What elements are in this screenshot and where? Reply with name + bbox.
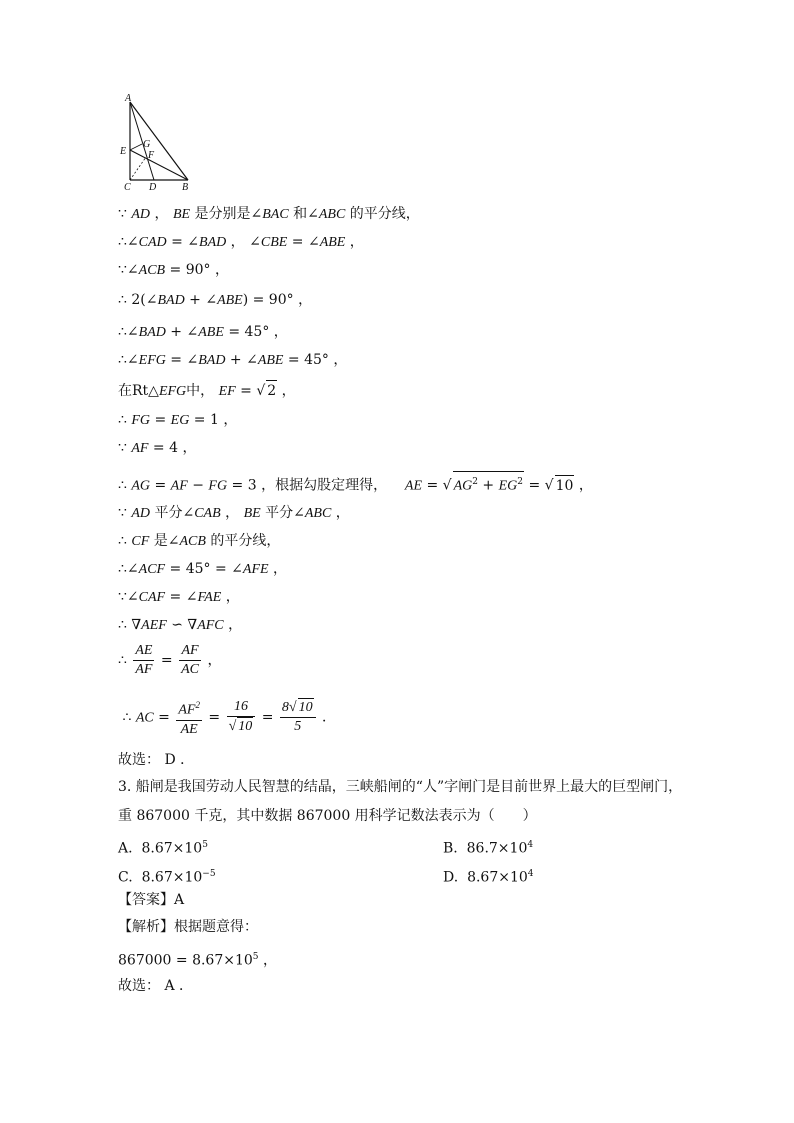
proof-line: ∴ CF 是∠ACB 的平分线，: [118, 533, 281, 549]
question-stem: 3. 船闸是我国劳动人民智慧的结晶，三峡船闸的“人”字闸门是目前世界上最大的巨型闸门，: [118, 779, 683, 795]
proof-line: ∴ FG = EG = 1 ，: [118, 412, 238, 428]
point-label: E: [120, 146, 127, 157]
proof-line: 故选： D ．: [118, 752, 195, 768]
point-label: F: [148, 150, 155, 161]
proof-line: ∵ AD ， BE 是分别是∠BAC 和∠ABC 的平分线，: [118, 206, 420, 222]
point-label: B: [182, 182, 189, 193]
final-choice: 故选： A ．: [118, 978, 194, 994]
proof-line: ∵∠CAF = ∠FAE ，: [118, 589, 240, 605]
point-label: D: [149, 182, 157, 193]
proof-line: ∵ AF = 4 ，: [118, 440, 197, 456]
proof-line: ∴ ∇AEF ∽ ∇AFC ，: [118, 617, 243, 633]
analysis-label: 【解析】根据题意得：: [118, 919, 258, 935]
option-c: C. $8.67\times 10^{-5}$: [118, 869, 216, 886]
proof-line: ∴ $\frac{AE}{AF}$ = $\frac{AF}{AC}$ ，: [118, 643, 222, 677]
proof-line: ∴∠EFG = ∠BAD + ∠ABE = 45° ，: [118, 352, 348, 368]
proof-line: ∴ 2(∠BAD + ∠ABE) = 90° ，: [118, 292, 313, 308]
question-stem: 重 867000 千克，其中数据 867000 用科学记数法表示为（ ）: [118, 808, 537, 824]
triangle-figure: [112, 92, 202, 196]
proof-line: ∴∠BAD + ∠ABE = 45° ，: [118, 324, 288, 340]
point-label: A: [125, 93, 132, 104]
proof-line: ∴∠CAD = ∠BAD ， ∠CBE = ∠ABE ，: [118, 234, 364, 250]
proof-line: ∴ AC = $\frac{AF^2}{AE}$ = $\frac{16}{√ 10}$ = $\frac{8√ 10}{5}$ ．: [118, 696, 336, 739]
proof-line: ∵∠ACB = 90° ，: [118, 262, 229, 278]
answer-label: 【答案】A: [118, 892, 185, 908]
proof-line: ∵ AD 平分∠CAB ， BE 平分∠ABC ，: [118, 505, 350, 521]
option-b: B. $86.7\times 10^4$: [443, 840, 534, 857]
point-label: G: [143, 139, 151, 150]
option-d: D. $8.67\times 10^4$: [443, 869, 534, 886]
calculation-line: $867000 = 8.67\times 10^5$ ，: [118, 952, 277, 969]
point-label: C: [124, 182, 131, 193]
proof-line: 在Rt△EFG中， EF = √ 2 ，: [118, 380, 296, 402]
proof-line: ∴∠ACF = 45° = ∠AFE ，: [118, 561, 288, 577]
proof-line: ∴ AG = AF − FG = 3 ，根据勾股定理得， AE = √ $AG^2 + EG^2$ = √ 10 ，: [118, 471, 593, 497]
option-a: A. $8.67\times 10^5$: [118, 840, 208, 857]
